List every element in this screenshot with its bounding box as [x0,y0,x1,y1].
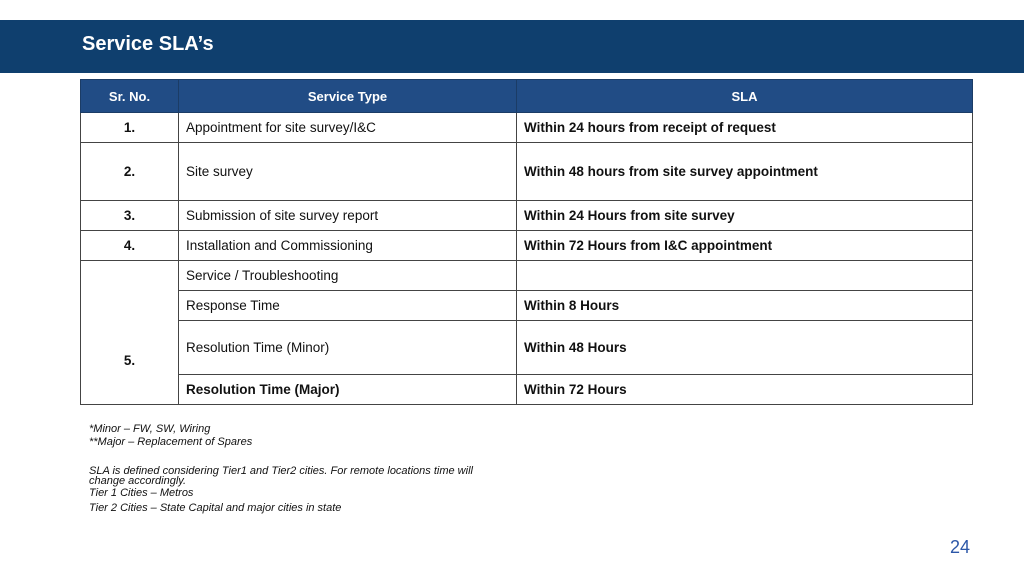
note-tier1: Tier 1 Cities – Metros [89,487,194,499]
sla-table [80,79,973,405]
table-row [81,261,973,291]
table-row [81,231,973,261]
row-service-type: Site survey [179,143,517,201]
slide-title: Service SLA’s [82,33,214,55]
row-sla: Within 24 hours from receipt of request [517,113,973,143]
page-number: 24 [950,537,971,557]
table-row [81,375,973,405]
footnotes [89,423,473,515]
row-sr-no: 4. [81,231,179,261]
row-sla: Within 48 Hours [517,321,973,375]
row-sr-no: 3. [81,201,179,231]
table-row [81,201,973,231]
row-service-type: Response Time [179,291,517,321]
row-service-type: Appointment for site survey/I&C [179,113,517,143]
table-row [81,321,973,375]
header-sr-no: Sr. No. [81,80,179,113]
row-sla: Within 72 Hours [517,375,973,405]
header-service-type: Service Type [179,80,517,113]
row-sla: Within 24 Hours from site survey [517,201,973,231]
table-row [81,113,973,143]
row-service-type: Resolution Time (Major) [179,375,517,405]
row-service-type: Service / Troubleshooting [179,261,517,291]
table-row [81,291,973,321]
header-sla: SLA [517,80,973,113]
note-sla-line2: change accordingly. [89,475,187,487]
table-header-row [81,80,973,113]
note-major: **Major – Replacement of Spares [89,436,253,448]
row-service-type: Installation and Commissioning [179,231,517,261]
note-minor: *Minor – FW, SW, Wiring [89,423,211,435]
note-tier2: Tier 2 Cities – State Capital and major cities in state [89,502,342,514]
row-sr-no: 5. [81,261,179,405]
row-sla: Within 72 Hours from I&C appointment [517,231,973,261]
row-sla [517,261,973,291]
note-sla-line1: SLA is defined considering Tier1 and Tier2 cities. For remote locations time will [89,465,473,477]
row-sr-no: 1. [81,113,179,143]
row-sla: Within 48 hours from site survey appointment [517,143,973,201]
table-row [81,143,973,201]
row-service-type: Resolution Time (Minor) [179,321,517,375]
row-sla: Within 8 Hours [517,291,973,321]
row-sr-no: 2. [81,143,179,201]
row-service-type: Submission of site survey report [179,201,517,231]
